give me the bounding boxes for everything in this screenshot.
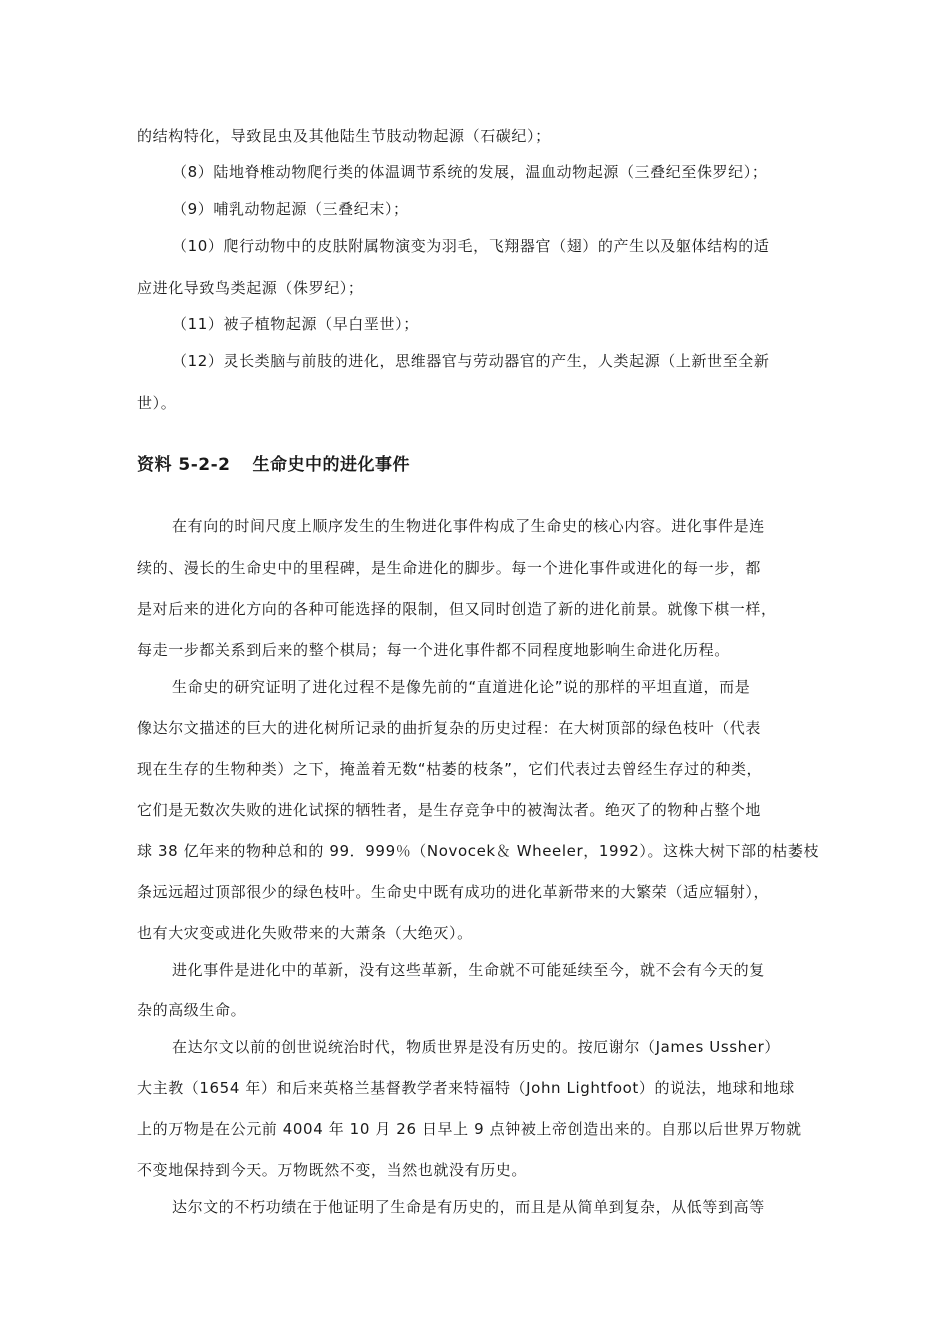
paragraph-line: 达尔文的不朽功绩在于他证明了生命是有历史的，而且是从简单到复杂，从低等到高等 xyxy=(172,1198,765,1216)
paragraph-line: 在有向的时间尺度上顺序发生的生物进化事件构成了生命史的核心内容。进化事件是连 xyxy=(172,517,765,535)
list-item-8: （8）陆地脊椎动物爬行类的体温调节系统的发展，温血动物起源（三叠纪至侏罗纪）； xyxy=(172,163,768,181)
list-item-9: （9）哺乳动物起源（三叠纪末）； xyxy=(172,200,409,218)
paragraph-line: 生命史的研究证明了进化过程不是像先前的“直道进化论”说的那样的平坦直道，而是 xyxy=(172,678,751,696)
list-item-10: （10）爬行动物中的皮肤附属物演变为羽毛，飞翔器官（翅）的产生以及躯体结构的适 xyxy=(172,237,770,255)
paragraph-line: 球 38 亿年来的物种总和的 99．999％（Novocek＆ Wheeler，1992）。这株大树下部的枯萎枝 xyxy=(137,842,820,860)
paragraph-line: 它们是无数次失败的进化试探的牺牲者，是生存竞争中的被淘汰者。绝灭了的物种占整个地 xyxy=(137,801,762,819)
paragraph-line: 也有大灾变或进化失败带来的大萧条（大绝灭）。 xyxy=(137,924,473,942)
paragraph-line: 不变地保持到今天。万物既然不变，当然也就没有历史。 xyxy=(137,1161,528,1179)
text-line: 的结构特化，导致昆虫及其他陆生节肢动物起源（石碳纪）； xyxy=(137,127,551,145)
list-item-12: （12）灵长类脑与前肢的进化，思维器官与劳动器官的产生，人类起源（上新世至全新 xyxy=(172,352,770,370)
paragraph-line: 续的、漫长的生命史中的里程碑，是生命进化的脚步。每一个进化事件或进化的每一步，都 xyxy=(137,559,762,577)
text-line: 世）。 xyxy=(137,394,177,412)
paragraph-line: 进化事件是进化中的革新，没有这些革新，生命就不可能延续至今，就不会有今天的复 xyxy=(172,961,765,979)
section-heading xyxy=(137,454,410,476)
paragraph-line: 像达尔文描述的巨大的进化树所记录的曲折复杂的历史过程：在大树顶部的绿色枝叶（代表 xyxy=(137,719,762,737)
section-number: 资料 5-2-2 xyxy=(137,455,231,475)
text-line: 应进化导致鸟类起源（侏罗纪）； xyxy=(137,279,364,297)
paragraph-line: 上的万物是在公元前 4004 年 10 月 26 日早上 9 点钟被上帝创造出来的。自那以后世界万物就 xyxy=(137,1120,802,1138)
paragraph-line: 杂的高级生命。 xyxy=(137,1001,247,1019)
paragraph-line: 每走一步都关系到后来的整个棋局；每一个进化事件都不同程度地影响生命进化历程。 xyxy=(137,641,730,659)
paragraph-line: 是对后来的进化方向的各种可能选择的限制，但又同时创造了新的进化前景。就像下棋一样， xyxy=(137,600,777,618)
paragraph-line: 现在生存的生物种类）之下，掩盖着无数“枯萎的枝条”，它们代表过去曾经生存过的种类， xyxy=(137,760,763,778)
paragraph-line: 条远远超过顶部很少的绿色枝叶。生命史中既有成功的进化革新带来的大繁荣（适应辐射）， xyxy=(137,883,770,901)
section-title: 生命史中的进化事件 xyxy=(252,455,411,475)
paragraph-line: 大主教（1654 年）和后来英格兰基督教学者来特福特（John Lightfoot）的说法，地球和地球 xyxy=(137,1079,795,1097)
paragraph-line: 在达尔文以前的创世说统治时代，物质世界是没有历史的。按厄谢尔（James Ussher） xyxy=(172,1038,780,1056)
list-item-11: （11）被子植物起源（早白垩世）； xyxy=(172,315,419,333)
